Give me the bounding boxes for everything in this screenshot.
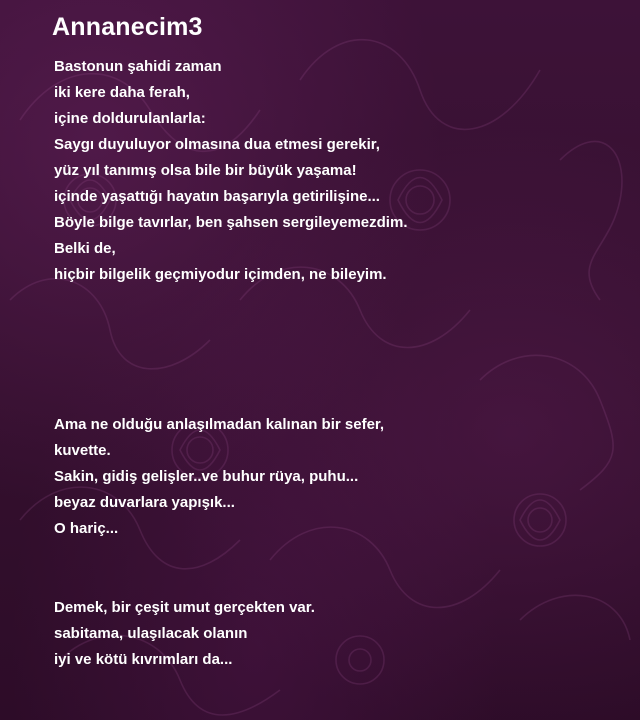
poem-line: Sakin, gidiş gelişler..ve buhur rüya, puhu... bbox=[54, 468, 359, 485]
poem-line: hiçbir bilgelik geçmiyodur içimden, ne bileyim. bbox=[54, 266, 387, 283]
stanza-3 bbox=[54, 595, 315, 673]
poem-line: yüz yıl tanımış olsa bile bir büyük yaşama! bbox=[54, 162, 357, 179]
poem-line: O hariç... bbox=[54, 520, 119, 537]
stanza-2 bbox=[54, 412, 384, 542]
poem-line: iki kere daha ferah, bbox=[54, 84, 190, 101]
poem-line: Bastonun şahidi zaman bbox=[54, 58, 222, 75]
poem-title: Annanecim3 bbox=[52, 13, 203, 41]
poem-line: iyi ve kötü kıvrımları da... bbox=[54, 651, 233, 668]
poem-line: kuvette. bbox=[54, 442, 111, 459]
poem-line: Saygı duyuluyor olmasına dua etmesi gerekir, bbox=[54, 136, 380, 153]
stanza-1 bbox=[54, 54, 407, 288]
poem-line: Böyle bilge tavırlar, ben şahsen sergileyemezdim. bbox=[54, 214, 408, 231]
poem-line: sabitama, ulaşılacak olanın bbox=[54, 625, 248, 642]
poem-line: beyaz duvarlara yapışık... bbox=[54, 494, 235, 511]
poem-line: içine doldurulanlarla: bbox=[54, 110, 206, 127]
poem-line: Ama ne olduğu anlaşılmadan kalınan bir sefer, bbox=[54, 416, 385, 433]
poem-line: Belki de, bbox=[54, 240, 116, 257]
poem-line: içinde yaşattığı hayatın başarıyla getirilişine... bbox=[54, 188, 380, 205]
poem-line: Demek, bir çeşit umut gerçekten var. bbox=[54, 599, 315, 616]
